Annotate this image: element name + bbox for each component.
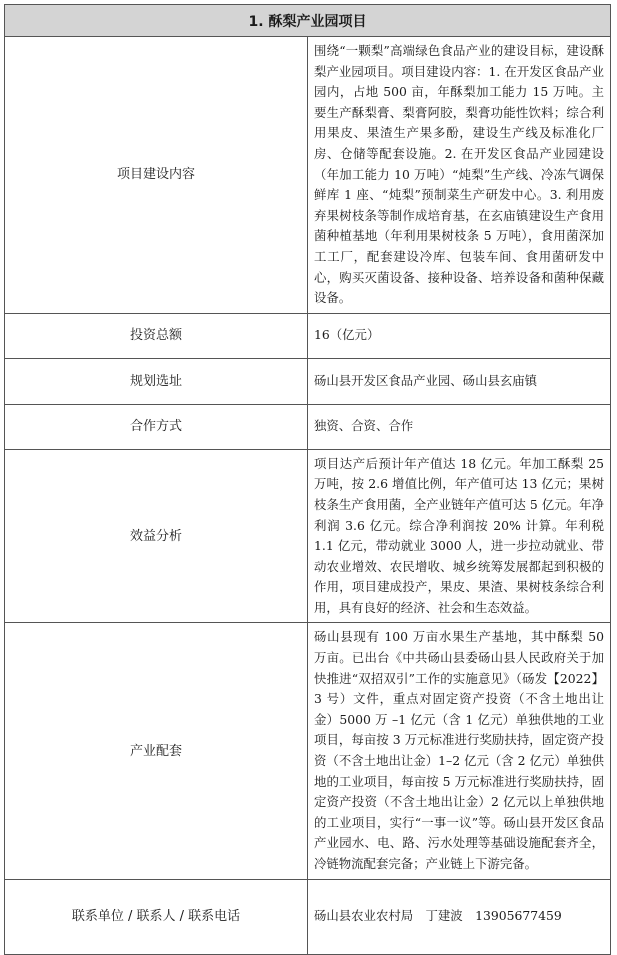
label-industry: 产业配套 <box>5 623 308 879</box>
row-site <box>5 358 611 404</box>
label-investment: 投资总额 <box>5 313 308 358</box>
label-site: 规划选址 <box>5 358 308 404</box>
row-contact <box>5 879 611 954</box>
label-benefit: 效益分析 <box>5 449 308 623</box>
label-cooperation: 合作方式 <box>5 404 308 449</box>
value-cooperation: 独资、合资、合作 <box>308 404 611 449</box>
row-benefit <box>5 449 611 623</box>
table-title: 1. 酥梨产业园项目 <box>5 5 611 37</box>
row-industry <box>5 623 611 879</box>
row-construction-content <box>5 37 611 314</box>
value-investment: 16（亿元） <box>308 313 611 358</box>
row-cooperation <box>5 404 611 449</box>
label-construction-content: 项目建设内容 <box>5 37 308 314</box>
value-site: 砀山县开发区食品产业园、砀山县玄庙镇 <box>308 358 611 404</box>
label-contact: 联系单位 / 联系人 / 联系电话 <box>5 879 308 954</box>
row-investment <box>5 313 611 358</box>
value-contact: 砀山县农业农村局 丁建波 13905677459 <box>308 879 611 954</box>
project-table <box>4 4 611 955</box>
value-benefit: 项目达产后预计年产值达 18 亿元。年加工酥梨 25 万吨，按 2.6 增值比例，年产值可达 13 亿元；果树枝条生产食用菌，全产业链年产值可达 5 亿元。年净利润 3.6 亿元。综合净利润按 20% 计算。年利税 1.1 亿元，带动就业 3000 人，进一步拉动就业、带动农业增效、农民增收、城乡统筹发展都起到积极的作用，项目建成投产，果皮、果渣、果树枝条综合利用，具有良好的经济、社会和生态效益。 <box>308 449 611 623</box>
value-construction-content: 围绕“一颗梨”高端绿色食品产业的建设目标，建设酥梨产业园项目。项目建设内容：1. 在开发区食品产业园内，占地 500 亩，年酥梨加工能力 15 万吨。主要生产酥梨膏、梨膏阿胶，梨膏功能性饮料；综合利用果皮、果渣生产果多酚，建设生产线及标准化厂房、仓储等配套设施。2. 在开发区食品产业园建设（年加工能力 10 万吨）“炖梨”生产线、冷冻气调保鲜库 1 座、“炖梨”预制菜生产研发中心。3. 利用废弃果树枝条等制作成培育基，在玄庙镇建设生产食用菌种植基地（年利用果树枝条 5 万吨），食用菌深加工工厂，配套建设冷库、包装车间、食用菌研发中心，购买灭菌设备、接种设备、培养设备和菌种保藏设备。 <box>308 37 611 314</box>
value-industry: 砀山县现有 100 万亩水果生产基地，其中酥梨 50 万亩。已出台《中共砀山县委砀山县人民政府关于加快推进“双招双引”工作的实施意见》（砀发【2022】3 号）文件，重点对固定资产投资（不含土地出让金）5000 万 –1 亿元（含 1 亿元）单独供地的工业项目，每亩按 3 万元标准进行奖励扶持，固定资产投资（不含土地出让金）1–2 亿元（含 2 亿元）单独供地的工业项目，每亩按 5 万元标准进行奖励扶持，固定资产投资（不含土地出让金）2 亿元以上单独供地的工业项目，实行“一事一议”等。砀山县开发区食品产业园水、电、路、污水处理等基础设施配套齐全，冷链物流配套完备；产业链上下游完备。 <box>308 623 611 879</box>
